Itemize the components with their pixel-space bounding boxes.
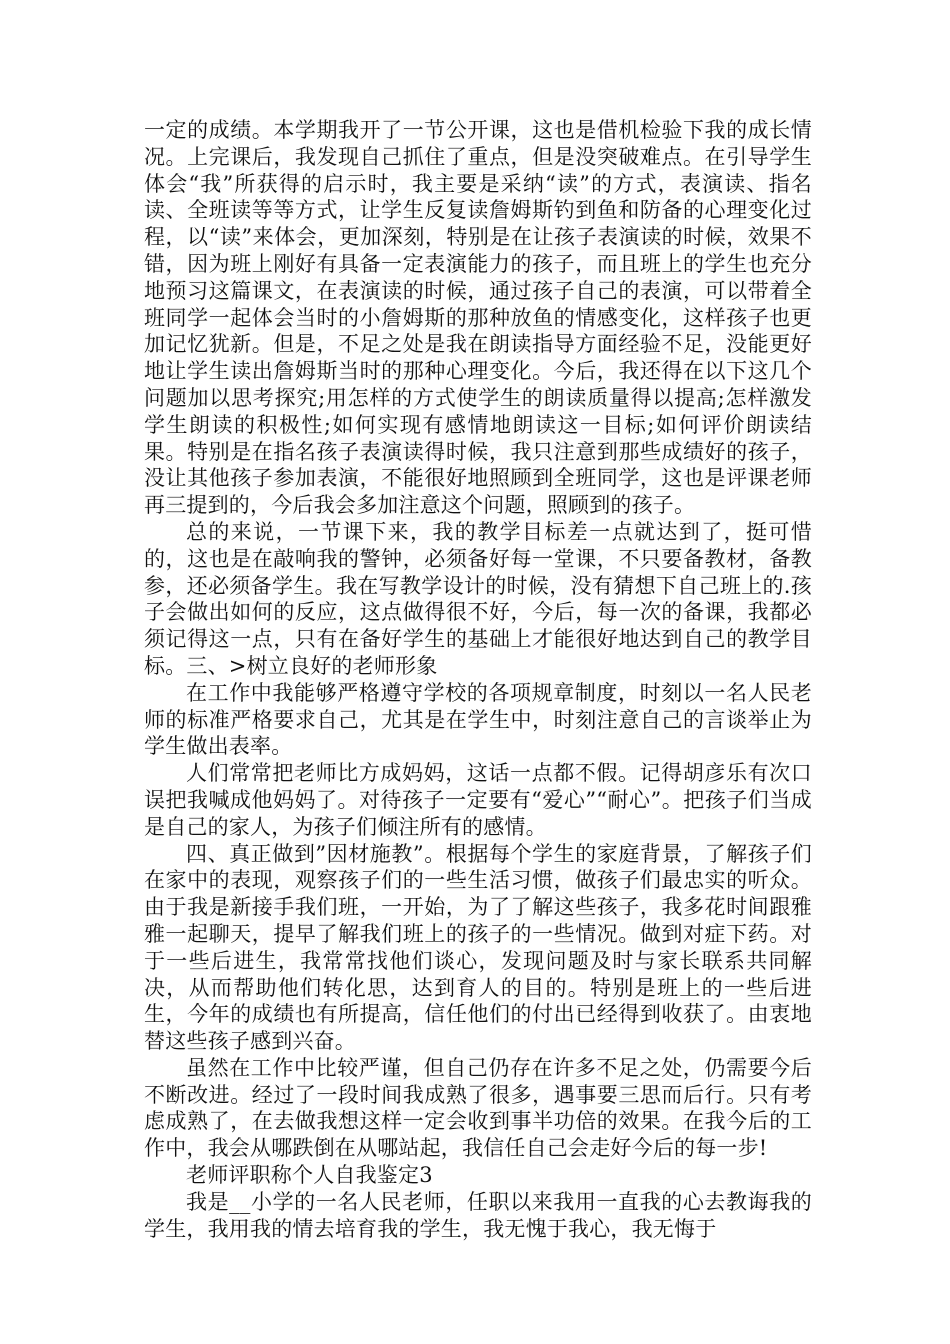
paragraph-5: 四、真正做到”因材施教”。根据每个学生的家庭背景，了解孩子们在家中的表现，观察孩子们的一些生活习惯，做孩子们最忠实的听众。由于我是新接手我们班，一开始，为了了解这些孩子，我多花时间跟雅雅一起聊天，提早了解我们班上的孩子的一些情况。做到对症下药。对于一些后进生，我常常找他们谈心，发现问题及时与家长联系共同解决，从而帮助他们转化思，达到育人的目的。特别是班上的一些后进生，今年的成绩也有所提高，信任他们的付出已经得到收获了。由衷地替这些孩子感到兴奋。 — [144, 841, 812, 1054]
paragraph-1: 一定的成绩。本学期我开了一节公开课，这也是借机检验下我的成长情况。上完课后，我发现自己抓住了重点，但是没突破难点。在引导学生体会“我”所获得的启示时，我主要是采纳“读”的方式，表演读、指名读、全班读等等方式，让学生反复读詹姆斯钓到鱼和防备的心理变化过程，以“读”来体会，更加深刻，特别是在让孩子表演读的时候，效果不错，因为班上刚好有具备一定表演能力的孩子，而且班上的学生也充分地预习这篇课文，在表演读的时候，通过孩子自己的表演，可以带着全班同学一起体会当时的小詹姆斯的那种放鱼的情感变化，这样孩子也更加记忆犹新。但是，不足之处是我在朗读指导方面经验不足，没能更好地让学生读出詹姆斯当时的那种心理变化。今后，我还得在以下这几个问题加以思考探究;用怎样的方式使学生的朗读质量得以提高;怎样激发学生朗读的积极性;如何实现有感情地朗读这一目标;如何评价朗读结果。特别是在指名孩子表演读得时候，我只注意到那些成绩好的孩子，没让其他孩子参加表演，不能很好地照顾到全班同学，这也是评课老师再三提到的，今后我会多加注意这个问题，照顾到的孩子。 — [144, 118, 812, 518]
paragraph-6: 虽然在工作中比较严谨，但自己仍存在许多不足之处，仍需要今后不断改进。经过了一段时间我成熟了很多，遇事要三思而后行。只有考虑成熟了，在去做我想这样一定会收到事半功倍的效果。在我今后的工作中，我会从哪跌倒在从哪站起，我信任自己会走好今后的每一步! — [144, 1055, 812, 1161]
paragraph-2: 总的来说，一节课下来，我的教学目标差一点就达到了，挺可惜的，这也是在敲响我的警钟，必须备好每一堂课，不只要备教材，备教参，还必须备学生。我在写教学设计的时候，没有猜想下自己班上的.孩子会做出如何的反应，这点做得很不好，今后，每一次的备课，我都必须记得这一点，只有在备好学生的基础上才能很好地达到自己的教学目标。三、>树立良好的老师形象 — [144, 519, 812, 678]
paragraph-7: 我是__小学的一名人民老师，任职以来我用一直我的心去教诲我的学生，我用我的情去培育我的学生，我无愧于我心，我无悔于 — [144, 1189, 812, 1241]
document-page — [144, 117, 812, 1242]
paragraph-4: 人们常常把老师比方成妈妈，这话一点都不假。记得胡彦乐有次口误把我喊成他妈妈了。对待孩子一定要有“爱心”“耐心”。把孩子们当成是自己的家人，为孩子们倾注所有的感情。 — [144, 761, 812, 839]
section-heading: 老师评职称个人自我鉴定3 — [186, 1163, 433, 1188]
paragraph-3: 在工作中我能够严格遵守学校的各项规章制度，时刻以一名人民老师的标准严格要求自己，尤其是在学生中，时刻注意自己的言谈举止为学生做出表率。 — [144, 680, 812, 759]
